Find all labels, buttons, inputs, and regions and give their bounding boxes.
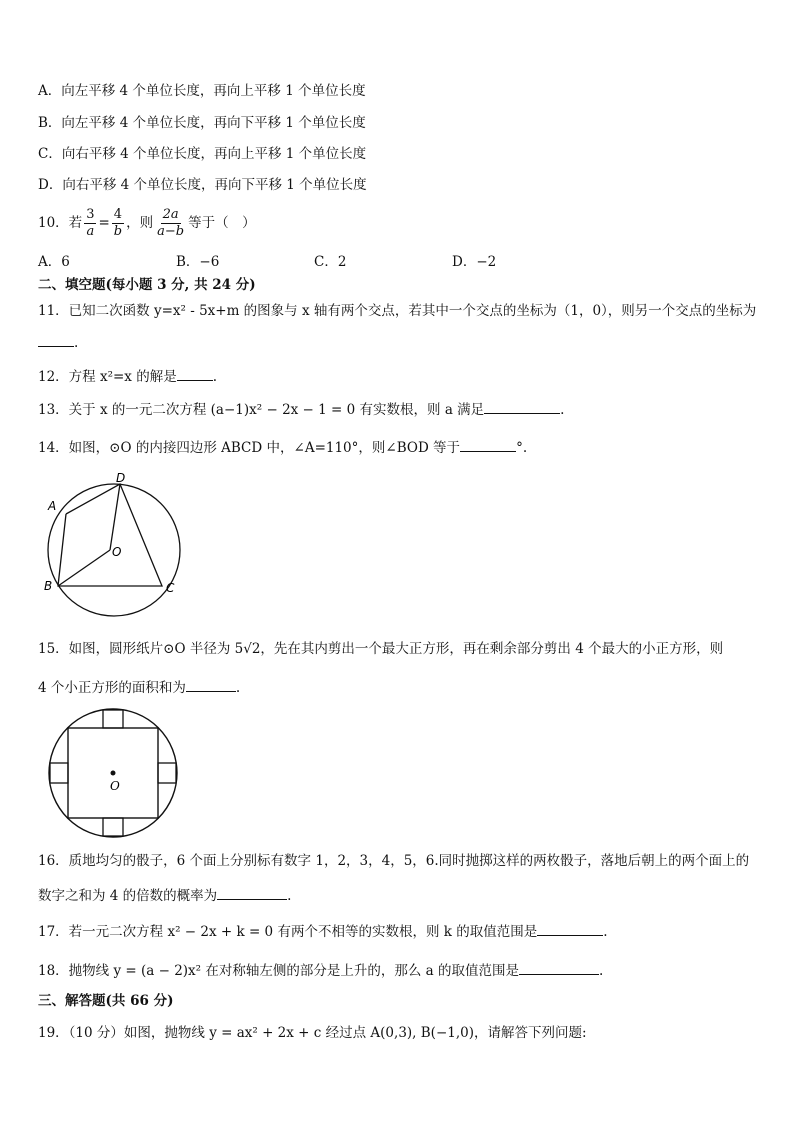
q15-answer-blank[interactable] — [186, 677, 236, 692]
q14-label-o: O — [112, 545, 122, 559]
q15-line2-text: 4 个小正方形的面积和为 — [38, 680, 186, 696]
q18-end: . — [599, 963, 604, 979]
q13-end: . — [560, 402, 565, 418]
q12-answer-blank[interactable] — [177, 366, 213, 381]
q15-line2 — [38, 677, 240, 697]
q18-text: 18．抛物线 y = (a − 2)x² 在对称轴左侧的部分是上升的，那么 a 的取值范围是 — [38, 963, 520, 979]
q12-end: . — [212, 369, 218, 385]
q14-segment-ob — [58, 550, 110, 586]
q10-frac3-num: 2a — [162, 207, 179, 222]
q13-text: 13．关于 x 的一元二次方程 (a−1)x² − 2x − 1 = 0 有实数根，则 a 满足 — [38, 402, 485, 418]
q15-small-square-left — [50, 763, 68, 783]
q10-frac1-num: 3 — [86, 207, 95, 222]
q11-line2 — [38, 332, 78, 352]
q14-figure — [38, 470, 188, 620]
q16-line2 — [38, 885, 291, 905]
q14-end: °. — [516, 440, 528, 456]
q10-stem — [38, 205, 256, 241]
q10-equals: = — [98, 215, 110, 231]
q18-answer-blank[interactable] — [519, 960, 599, 975]
q10-frac2-num: 4 — [113, 207, 123, 222]
q15-center-dot — [111, 771, 116, 776]
q14-stem — [38, 437, 527, 457]
q10-prefix: 10．若 — [38, 215, 83, 231]
q10-suffix: 等于（ ） — [188, 215, 256, 231]
q15-small-square-right — [158, 763, 176, 783]
q12-text: 12．方程 x²=x 的解是 — [38, 369, 177, 385]
q14-answer-blank[interactable] — [460, 437, 516, 452]
q9-option-d: D．向右平移 4 个单位长度，再向下平移 1 个单位长度 — [38, 177, 367, 193]
section-2-title: 二、填空题(每小题 3 分, 共 24 分) — [38, 277, 256, 293]
q10-frac1-den: a — [86, 224, 95, 239]
q15-small-square-top — [103, 710, 123, 728]
q16-line2-text: 数字之和为 4 的倍数的概率为 — [38, 888, 218, 904]
q15-end: . — [235, 680, 241, 696]
q14-quadrilateral — [58, 484, 162, 586]
q10-option-c: C．2 — [314, 254, 347, 270]
q17-stem — [38, 921, 608, 941]
q19-stem: 19．（10 分）如图，抛物线 y = ax² + 2x + c 经过点 A(0,3), B(−1,0)，请解答下列问题: — [38, 1025, 587, 1041]
q11-answer-blank[interactable] — [38, 332, 74, 347]
q15-label-o: O — [110, 779, 120, 793]
q17-end: . — [603, 924, 608, 940]
q11-line1: 11．已知二次函数 y=x² - 5x+m 的图象与 x 轴有两个交点，若其中一个交点的坐标为（1，0），则另一个交点的坐标为 — [38, 303, 757, 319]
q10-option-b: B．−6 — [176, 254, 220, 270]
q14-label-c: C — [166, 581, 175, 595]
q11-end: . — [74, 335, 79, 351]
q18-stem — [38, 960, 603, 980]
q15-figure — [46, 706, 180, 840]
q15-line1: 15．如图，圆形纸片⊙O 半径为 5√2，先在其内剪出一个最大正方形，再在剩余部分剪出 4 个最大的小正方形，则 — [38, 641, 724, 657]
q13-answer-blank[interactable] — [484, 399, 560, 414]
q10-mid: ，则 — [126, 215, 154, 231]
q12-stem — [38, 366, 217, 386]
q9-option-b: B．向左平移 4 个单位长度，再向下平移 1 个单位长度 — [38, 115, 366, 131]
q10-option-d: D．−2 — [452, 254, 497, 270]
q15-small-square-bottom — [103, 818, 123, 836]
q17-text: 17．若一元二次方程 x² − 2x + k = 0 有两个不相等的实数根，则 k 的取值范围是 — [38, 924, 538, 940]
q9-option-c: C．向右平移 4 个单位长度，再向上平移 1 个单位长度 — [38, 146, 367, 162]
q10-frac3-den: a−b — [157, 224, 185, 239]
q10-fraction-3 — [155, 207, 186, 240]
q10-option-a: A．6 — [38, 254, 70, 270]
q16-answer-blank[interactable] — [217, 885, 287, 900]
q10-fraction-1 — [84, 207, 96, 240]
q16-line1: 16．质地均匀的骰子，6 个面上分别标有数字 1，2，3，4，5，6.同时抛掷这样的两枚骰子，落地后朝上的两个面上的 — [38, 853, 750, 869]
q14-label-b: B — [44, 579, 53, 593]
q14-segment-od — [110, 484, 120, 550]
q14-label-d: D — [116, 471, 126, 485]
q10-fraction-2 — [112, 207, 124, 240]
q14-text: 14．如图，⊙O 的内接四边形 ABCD 中，∠A=110°，则∠BOD 等于 — [38, 440, 461, 456]
q9-option-a: A．向左平移 4 个单位长度，再向上平移 1 个单位长度 — [38, 83, 366, 99]
q16-end: . — [287, 888, 292, 904]
q14-label-a: A — [48, 499, 57, 513]
q17-answer-blank[interactable] — [537, 921, 603, 936]
q13-stem — [38, 399, 564, 419]
q10-frac2-den: b — [113, 224, 123, 239]
section-3-title: 三、解答题(共 66 分) — [38, 993, 174, 1009]
